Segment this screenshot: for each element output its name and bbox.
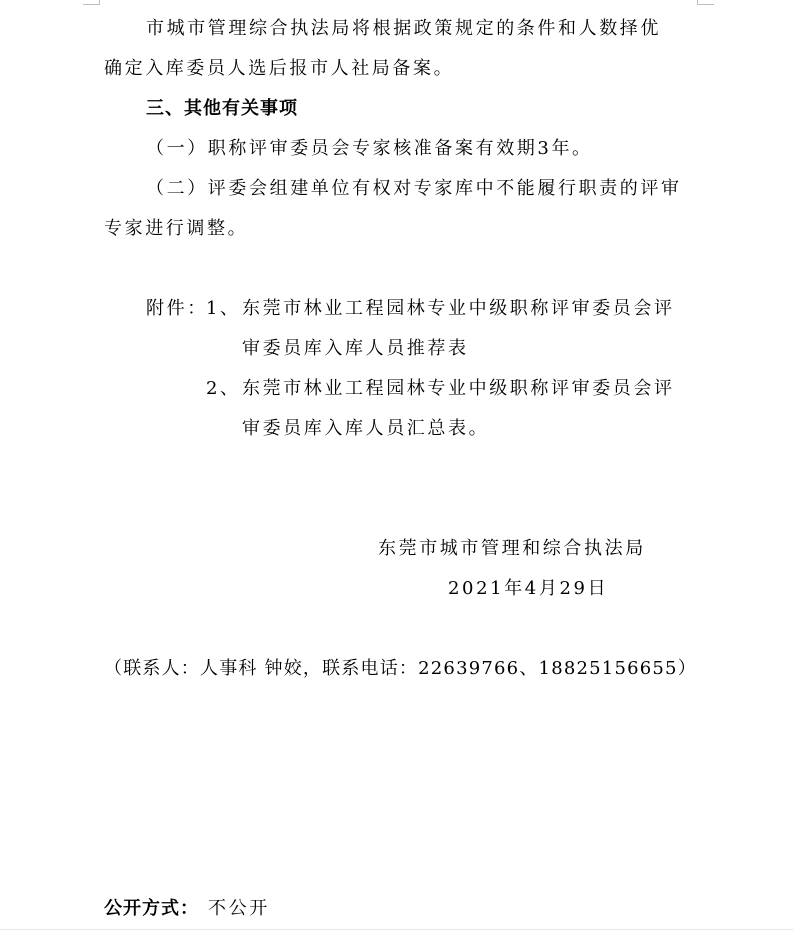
attachment-number: 1、: [206, 298, 241, 319]
list-item: （二）评委会组建单位有权对专家库中不能履行职责的评审: [146, 178, 682, 199]
paragraph-line: 市城市管理综合执法局将根据政策规定的条件和人数择优: [146, 18, 661, 39]
contact-info: （联系人：人事科 钟姣，联系电话：22639766、18825156655）: [104, 658, 697, 679]
signature-organization: 东莞市城市管理和综合执法局: [378, 538, 646, 559]
attachment-title: 审委员库入库人员推荐表: [242, 338, 469, 359]
disclosure-value: 不公开: [208, 898, 270, 919]
disclosure-label: 公开方式：: [104, 898, 199, 919]
attachment-title: 东莞市林业工程园林专业中级职称评审委员会评: [242, 378, 675, 399]
paragraph-line: 确定入库委员人选后报市人社局备案。: [104, 58, 455, 79]
signature-date: 2021年4月29日: [448, 578, 609, 599]
attachment-title: 东莞市林业工程园林专业中级职称评审委员会评: [242, 298, 675, 319]
list-item: （一）职称评审委员会专家核准备案有效期3年。: [146, 138, 593, 159]
page-corner-mark-left: [83, 0, 100, 5]
section-heading: 三、其他有关事项: [146, 98, 298, 119]
paragraph-line: 专家进行调整。: [104, 218, 249, 239]
attachment-number: 2、: [206, 378, 241, 399]
page-corner-mark-right: [697, 0, 714, 5]
attachment-label: 附件：: [146, 298, 208, 319]
page-bottom-divider: [0, 929, 793, 930]
attachment-title: 审委员库入库人员汇总表。: [242, 418, 490, 439]
